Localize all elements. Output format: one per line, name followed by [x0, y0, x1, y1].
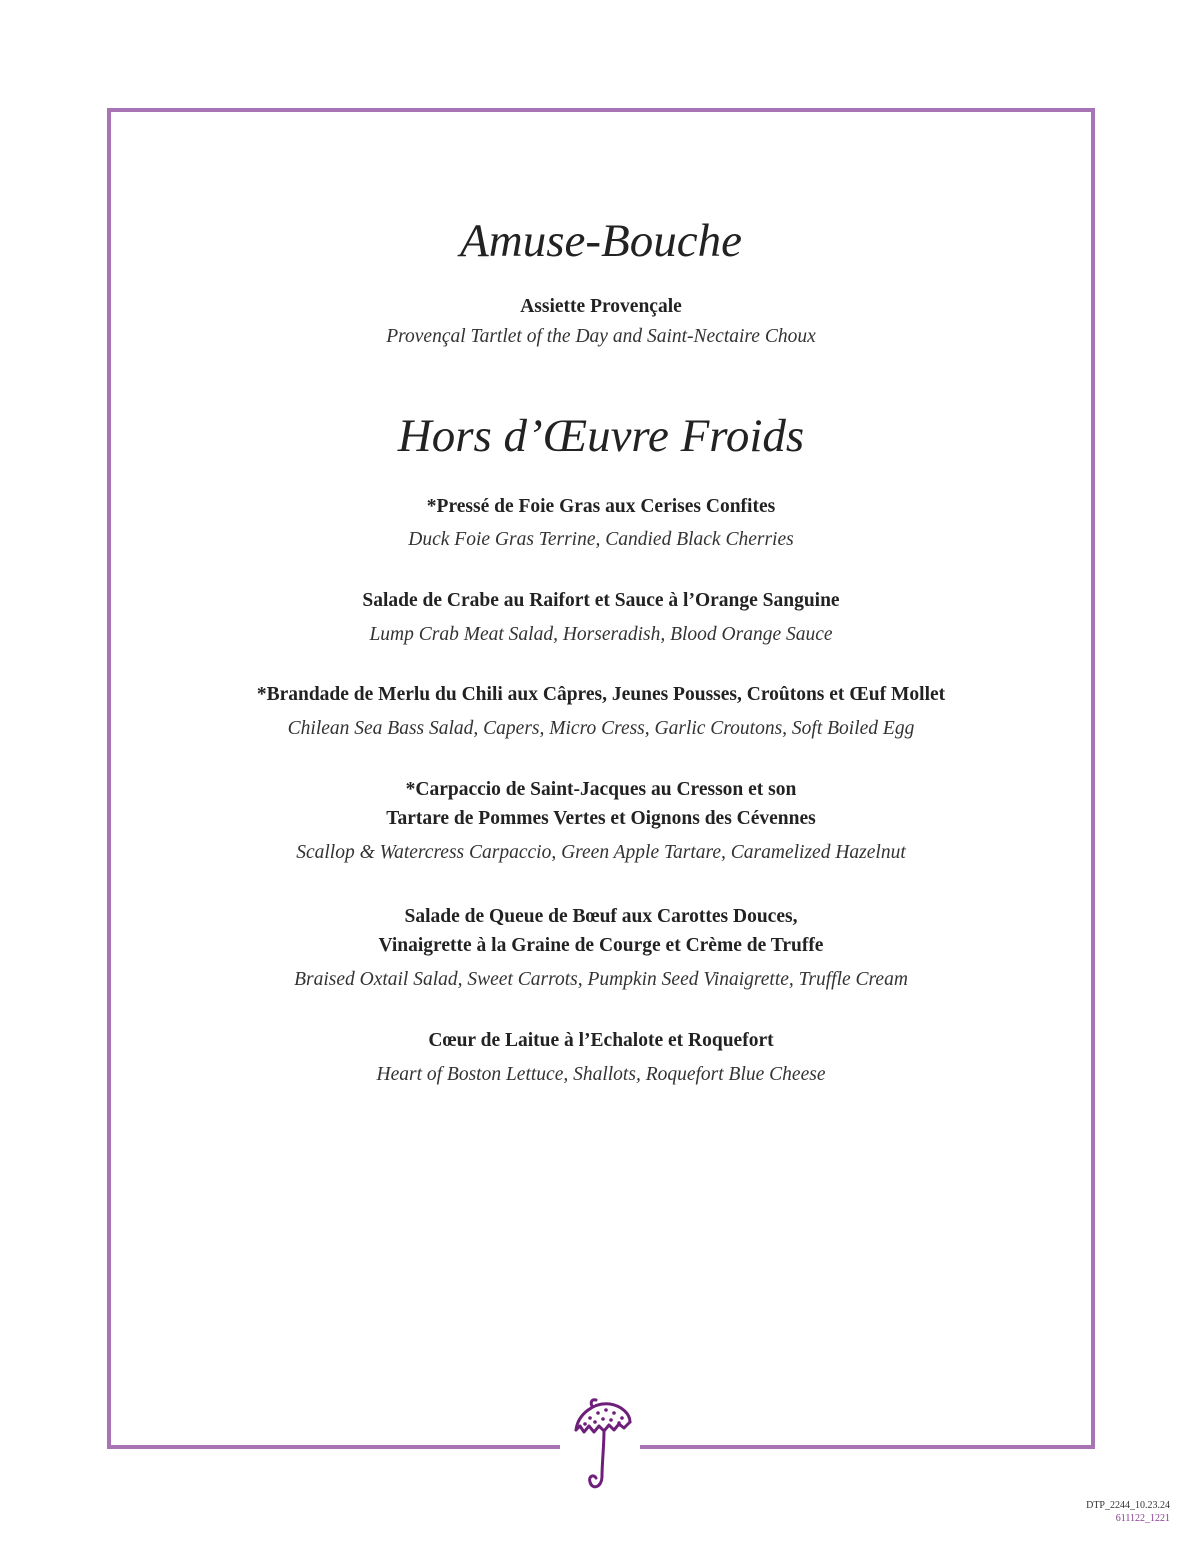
dish-description: Lump Crab Meat Salad, Horseradish, Blood Orange Sauce	[369, 624, 833, 645]
section-title-hors-doeuvre: Hors d’Œuvre Froids	[397, 410, 805, 462]
dish-name-line1: *Carpaccio de Saint-Jacques au Cresson et son	[405, 779, 797, 800]
dish-description: Provençal Tartlet of the Day and Saint-Nectaire Choux	[386, 326, 816, 347]
document-code-secondary: 611122_1221	[1115, 1513, 1170, 1524]
dish-name-line2: Vinaigrette à la Graine de Courge et Crème de Truffe	[378, 935, 824, 956]
dish-description: Duck Foie Gras Terrine, Candied Black Cherries	[408, 529, 794, 550]
dish-name: *Pressé de Foie Gras aux Cerises Confites	[426, 496, 776, 517]
dish-name-line1: Salade de Queue de Bœuf aux Carottes Douces,	[404, 906, 798, 927]
dish-name-line2: Tartare de Pommes Vertes et Oignons des Cévennes	[386, 808, 816, 829]
document-code: DTP_2244_10.23.24	[1086, 1500, 1170, 1511]
section-title-amuse-bouche: Amuse-Bouche	[460, 215, 742, 267]
dish-description: Scallop & Watercress Carpaccio, Green Apple Tartare, Caramelized Hazelnut	[296, 842, 906, 863]
dish-name: Assiette Provençale	[520, 296, 682, 317]
dish-name: *Brandade de Merlu du Chili aux Câpres, Jeunes Pousses, Croûtons et Œuf Mollet	[256, 684, 946, 705]
dish-name: Salade de Crabe au Raifort et Sauce à l’Orange Sanguine	[362, 590, 840, 611]
umbrella-icon	[566, 1396, 638, 1496]
dish-description: Chilean Sea Bass Salad, Capers, Micro Cress, Garlic Croutons, Soft Boiled Egg	[287, 718, 915, 739]
dish-name: Cœur de Laitue à l’Echalote et Roquefort	[428, 1030, 774, 1051]
dish-description: Braised Oxtail Salad, Sweet Carrots, Pumpkin Seed Vinaigrette, Truffle Cream	[294, 969, 908, 990]
dish-description: Heart of Boston Lettuce, Shallots, Roquefort Blue Cheese	[376, 1064, 826, 1085]
